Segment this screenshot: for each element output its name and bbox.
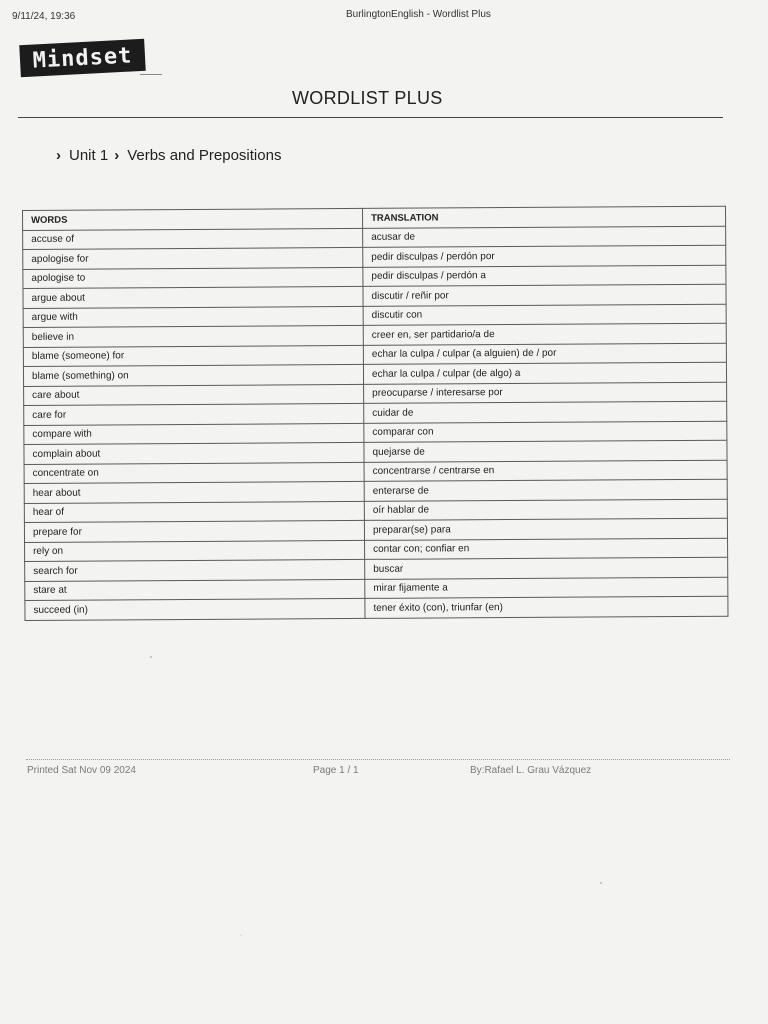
table-row bbox=[25, 596, 728, 620]
footer-author: By:Rafael L. Grau Vázquez bbox=[470, 765, 592, 776]
translation-cell: discutir / reñir por bbox=[363, 284, 726, 306]
word-cell: argue with bbox=[23, 306, 363, 328]
translation-cell: comparar con bbox=[364, 421, 727, 443]
logo-text: Mindset bbox=[32, 42, 133, 74]
logo-underline bbox=[140, 74, 162, 75]
translation-cell: discutir con bbox=[363, 304, 726, 326]
translation-cell: mirar fijamente a bbox=[365, 577, 728, 599]
scan-speck bbox=[240, 934, 242, 936]
translation-cell: buscar bbox=[365, 557, 728, 579]
word-cell: apologise to bbox=[23, 267, 363, 289]
breadcrumb-chevron-icon: › bbox=[114, 147, 120, 164]
translation-cell: oír hablar de bbox=[364, 499, 727, 521]
breadcrumb-unit: Unit 1 bbox=[69, 147, 109, 164]
footer-printed-date: Printed Sat Nov 09 2024 bbox=[27, 765, 136, 776]
translation-cell: creer en, ser partidario/a de bbox=[363, 323, 726, 345]
word-cell: blame (something) on bbox=[23, 364, 363, 386]
translation-cell: pedir disculpas / perdón a bbox=[363, 265, 726, 287]
column-header-translation: TRANSLATION bbox=[362, 206, 725, 228]
translation-cell: preparar(se) para bbox=[364, 518, 727, 540]
translation-cell: echar la culpa / culpar (a alguien) de / por bbox=[363, 343, 726, 365]
word-cell: apologise for bbox=[23, 247, 363, 269]
scan-speck bbox=[600, 882, 602, 884]
translation-cell: preocuparse / interesarse por bbox=[364, 382, 727, 404]
word-cell: blame (someone) for bbox=[23, 345, 363, 367]
breadcrumb-chevron-icon: › bbox=[56, 147, 61, 164]
word-cell: concentrate on bbox=[24, 462, 364, 484]
word-cell: succeed (in) bbox=[25, 598, 365, 620]
wordlist-table-container bbox=[22, 206, 728, 621]
breadcrumb-section: Verbs and Prepositions bbox=[127, 147, 282, 164]
page-title: WORDLIST PLUS bbox=[292, 88, 443, 108]
translation-cell: tener éxito (con), triunfar (en) bbox=[365, 596, 728, 618]
translation-cell: pedir disculpas / perdón por bbox=[363, 245, 726, 267]
print-header-title: BurlingtonEnglish - Wordlist Plus bbox=[346, 9, 491, 20]
word-cell: stare at bbox=[25, 579, 365, 601]
word-cell: complain about bbox=[24, 442, 364, 464]
word-cell: hear of bbox=[24, 501, 364, 523]
translation-cell: quejarse de bbox=[364, 440, 727, 462]
word-cell: compare with bbox=[24, 423, 364, 445]
print-date: 9/11/24, 19:36 bbox=[12, 11, 76, 22]
scan-speck bbox=[150, 656, 152, 658]
breadcrumb bbox=[56, 147, 281, 164]
wordlist-table bbox=[22, 206, 728, 621]
word-cell: prepare for bbox=[24, 520, 364, 542]
word-cell: argue about bbox=[23, 286, 363, 308]
word-cell: accuse of bbox=[23, 228, 363, 250]
title-divider bbox=[18, 117, 723, 118]
mindset-logo bbox=[19, 39, 146, 77]
footer-divider bbox=[26, 759, 730, 760]
footer-page-number: Page 1 / 1 bbox=[313, 765, 359, 776]
word-cell: care about bbox=[24, 384, 364, 406]
translation-cell: enterarse de bbox=[364, 479, 727, 501]
word-cell: believe in bbox=[23, 325, 363, 347]
word-cell: care for bbox=[24, 403, 364, 425]
translation-cell: concentrarse / centrarse en bbox=[364, 460, 727, 482]
translation-cell: acusar de bbox=[363, 226, 726, 248]
word-cell: rely on bbox=[25, 540, 365, 562]
translation-cell: echar la culpa / culpar (de algo) a bbox=[363, 362, 726, 384]
translation-cell: cuidar de bbox=[364, 401, 727, 423]
column-header-words: WORDS bbox=[23, 208, 363, 230]
word-cell: search for bbox=[25, 559, 365, 581]
translation-cell: contar con; confiar en bbox=[365, 538, 728, 560]
word-cell: hear about bbox=[24, 481, 364, 503]
